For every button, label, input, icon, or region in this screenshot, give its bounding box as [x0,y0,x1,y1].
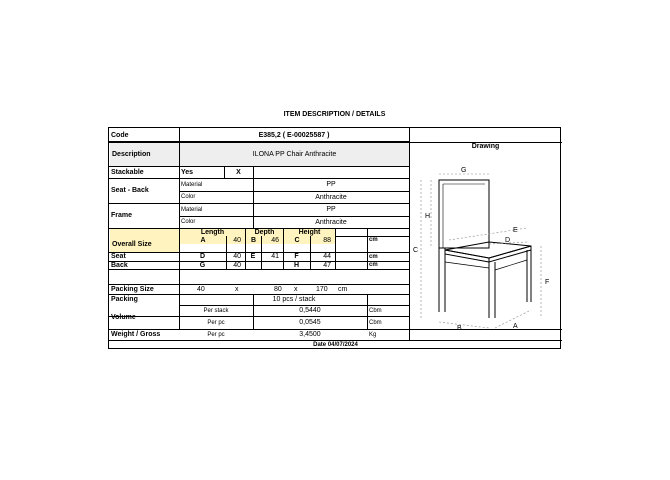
overall-depth-code: B [246,236,261,244]
overall-depth-value: 46 [262,236,283,244]
drawing-label-f: F [545,279,550,286]
seat-length-value: 40 [233,253,241,260]
stackable-yes: Yes [181,168,194,176]
volume-per-stack: 0,5440 [299,307,321,314]
drawing-title: Drawing [471,143,500,150]
seat-back-material: PP [326,181,336,188]
packing-size-unit: cm [338,285,348,293]
back-length-code: G [199,261,206,269]
length-header: Length [180,229,245,236]
seat-label: Seat [111,253,126,260]
overall-length-code: A [180,236,226,244]
packing-value: 10 pcs / stack [272,296,316,303]
chair-drawing [409,162,562,332]
weight-per-pc-label: Per pc [207,331,225,338]
back-depth-code [245,261,261,269]
packing-size-x1: x [235,285,239,293]
back-length-value: 40 [233,261,241,269]
back-height-value: 47 [323,261,331,269]
weight-label: Weight / Gross [111,331,161,338]
depth-header: Depth [246,229,283,236]
drawing-label-a: A [513,323,518,330]
volume-label: Volume [111,313,136,321]
weight-unit: Kg [369,331,377,338]
volume-per-pc: 0,0545 [299,319,321,326]
document-title: ITEM DESCRIPTION / DETAILS [283,111,386,118]
code-value: E385,2 ( E-00025587 ) [258,131,330,139]
packing-size-label: Packing Size [111,285,154,293]
volume-per-stack-label: Per stack [203,307,229,314]
packing-size-a: 40 [197,285,205,293]
seat-back-material-label: Material [181,181,203,188]
drawing-label-g: G [461,167,467,174]
drawing-label-h: H [425,213,431,220]
seat-back-color: Anthracite [315,193,347,201]
stackable-mark: X [236,168,241,176]
seat-height-code: F [294,253,299,260]
code-label: Code [111,131,129,139]
back-label: Back [111,261,128,269]
date-footer: Date 04/07/2024 [313,341,358,348]
packing-size-b: 80 [274,285,282,293]
seat-back-color-label: Color [181,194,196,200]
size-header-blank [110,229,179,236]
frame-material-label: Material [181,206,203,213]
seat-depth-value: 41 [271,253,279,260]
packing-label: Packing [111,296,138,303]
seat-depth-code: E [250,253,256,260]
back-unit: cm [369,262,378,268]
description-value: ILONA PP Chair Anthracite [180,143,409,166]
volume-per-stack-unit: Cbm [369,307,382,314]
overall-height-value: 88 [311,236,335,244]
frame-color-label: Color [181,219,196,225]
seat-length-code: D [199,253,206,260]
overall-unit: cm [369,237,378,243]
drawing-label-c: C [413,247,419,254]
frame-label: Frame [111,212,133,219]
overall-height-code: C [284,236,310,244]
details-table [108,127,561,349]
overall-size-label: Overall Size [110,236,179,252]
weight-value: 3,4500 [299,331,321,338]
backrest-shape [439,180,489,248]
frame-material: PP [326,206,336,213]
back-height-code: H [293,261,300,269]
volume-per-pc-unit: Cbm [369,319,382,326]
seat-unit: cm [369,253,378,260]
packing-size-c: 170 [316,285,328,293]
overall-length-value: 40 [227,236,245,244]
description-label: Description [110,143,179,166]
seat-back-label: Seat - Back [111,187,149,194]
frame-color: Anthracite [315,218,347,226]
drawing-label-e: E [513,227,518,234]
drawing-label-d: D [505,237,511,244]
packing-size-x2: x [294,285,298,293]
drawing-label-b: B [457,325,462,332]
stackable-label: Stackable [111,168,144,176]
height-header: Height [284,229,335,236]
volume-per-pc-label: Per pc [207,319,225,326]
seat-height-value: 44 [323,253,331,260]
back-depth-value [261,261,283,269]
